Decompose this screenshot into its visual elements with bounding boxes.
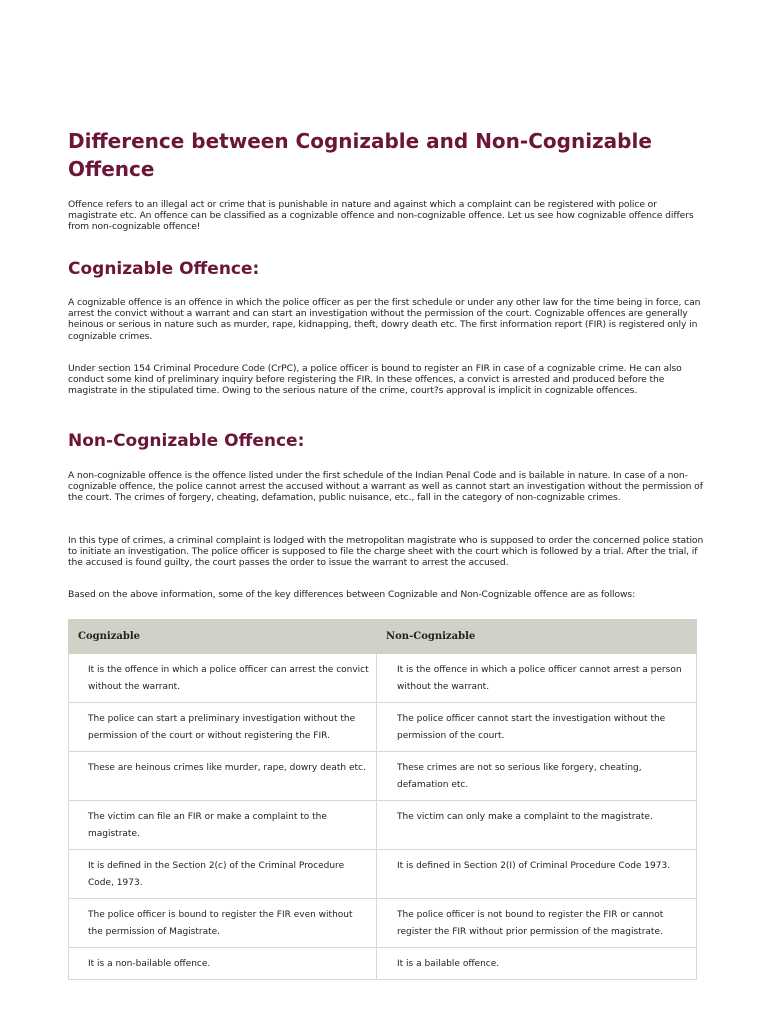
comparison-table — [68, 619, 697, 980]
cell-non-cognizable: It is a bailable offence. — [377, 948, 697, 980]
cell-cognizable: The police officer is bound to register the FIR even without the permission of Magistrate. — [69, 899, 377, 948]
cell-cognizable: These are heinous crimes like murder, rape, dowry death etc. — [69, 752, 377, 801]
cell-non-cognizable: The police officer cannot start the investigation without the permission of the court. — [377, 703, 697, 752]
table-row — [69, 899, 697, 948]
non-cognizable-paragraph-2: In this type of crimes, a criminal complaint is lodged with the metropolitan magistrate who is supposed to order the concerned police station to initiate an investigation. The police officer is supposed to file the charge sheet with the court which is followed by a trial. After the trial, if the accused is found guilty, the court passes the order to issue the warrant to arrest the accused. — [68, 535, 704, 569]
table-row — [69, 948, 697, 980]
cognizable-paragraph-1: A cognizable offence is an offence in which the police officer as per the first schedule or under any other law for the time being in force, can arrest the convict without a warrant and can start an investigation without the permission of the court. Cognizable offences are generally heinous or serious in nature such as murder, rape, kidnapping, theft, dowry death etc. The first information report (FIR) is registered only in cognizable crimes. — [68, 297, 701, 342]
page-title: Difference between Cognizable and Non-Cognizable Offence — [68, 129, 652, 181]
cell-cognizable: It is defined in the Section 2(c) of the Criminal Procedure Code, 1973. — [69, 850, 377, 899]
cell-cognizable: The victim can file an FIR or make a complaint to the magistrate. — [69, 801, 377, 850]
table-row — [69, 654, 697, 703]
cell-non-cognizable: These crimes are not so serious like forgery, cheating, defamation etc. — [377, 752, 697, 801]
cell-cognizable: It is a non-bailable offence. — [69, 948, 377, 980]
cell-cognizable: It is the offence in which a police officer can arrest the convict without the warrant. — [69, 654, 377, 703]
non-cognizable-heading: Non-Cognizable Offence: — [68, 431, 305, 451]
table-row — [69, 703, 697, 752]
non-cognizable-paragraph-1: A non-cognizable offence is the offence listed under the first schedule of the Indian Penal Code and is bailable in nature. In case of a non-cognizable offence, the police cannot arrest the accused without a warrant as well as cannot start an investigation without the permission of the court. The crimes of forgery, cheating, defamation, public nuisance, etc., fall in the category of non-cognizable crimes. — [68, 470, 703, 504]
table-row — [69, 752, 697, 801]
header-cognizable: Cognizable — [69, 620, 377, 654]
cell-non-cognizable: It is defined in Section 2(I) of Criminal Procedure Code 1973. — [377, 850, 697, 899]
table-row — [69, 801, 697, 850]
table-row — [69, 850, 697, 899]
cognizable-heading: Cognizable Offence: — [68, 259, 260, 279]
cell-non-cognizable: The police officer is not bound to register the FIR or cannot register the FIR without prior permission of the magistrate. — [377, 899, 697, 948]
intro-paragraph: Offence refers to an illegal act or crime that is punishable in nature and against which a complaint can be registered with police or magistrate etc. An offence can be classified as a cognizable offence and non-cognizable offence. Let us see how cognizable offence differs from non-cognizable offence! — [68, 199, 694, 233]
header-non-cognizable: Non-Cognizable — [377, 620, 697, 654]
cognizable-paragraph-2: Under section 154 Criminal Procedure Code (CrPC), a police officer is bound to register an FIR in case of a cognizable crime. He can also conduct some kind of preliminary inquiry before registering the FIR. In these offences, a convict is arrested and produced before the magistrate in the stipulated time. Owing to the serious nature of the crime, court?s approval is implicit in cognizable offences. — [68, 363, 682, 397]
table-header-row — [69, 620, 697, 654]
cell-cognizable: The police can start a preliminary investigation without the permission of the court or without registering the FIR. — [69, 703, 377, 752]
cell-non-cognizable: The victim can only make a complaint to the magistrate. — [377, 801, 697, 850]
comparison-intro: Based on the above information, some of the key differences between Cognizable and Non-Cognizable offence are as follows: — [68, 589, 636, 600]
cell-non-cognizable: It is the offence in which a police officer cannot arrest a person without the warrant. — [377, 654, 697, 703]
